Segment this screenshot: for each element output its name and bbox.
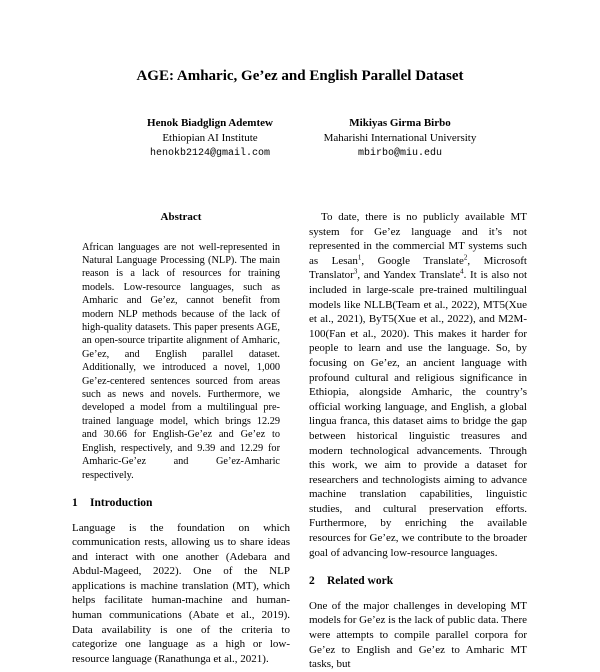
author-block [300, 116, 500, 161]
author-email: mbirbo@miu.edu [357, 148, 442, 159]
section-title: Introduction [90, 496, 153, 509]
author-affiliation: Maharishi International University [323, 132, 477, 144]
paragraph-text: To date, there is no publicly available MT system for Ge’ez language and it’s not represented in the commercial MT systems such as Lesan [309, 211, 527, 267]
author-affiliation: Ethiopian AI Institute [162, 132, 258, 144]
section-number: 2 [309, 575, 315, 588]
abstract-text: African languages are not well-represented in Natural Language Processing (NLP). The main reason is a lack of resources for training models. Low-resource languages, such as Amharic and Ge’ez, cannot benefit from modern NLP methods because of the lack of high-quality datasets. This paper presents AGE, an open-source tripartite alignment of Amharic, Ge’ez, and English parallel dataset. Additionally, we introduced a novel, 1,000 Ge’ez-centered sentences sourced from areas such as news and novels. Furthermore, we developed a model from a multilingual pre-trained language model, which brings 12.29 and 30.66 for English-Ge’ez and Ge’ez to English, respectively, and 9.39 and 12.29 for Amharic-Ge’ez and Ge’ez-Amharic respectively. [82, 241, 280, 481]
paragraph-text: , and Yandex Translate [357, 269, 461, 282]
footnote-marker: 4 [460, 267, 464, 276]
author-name: Henok Biadglign Ademtew [147, 117, 273, 129]
section-heading-related-work [309, 574, 527, 589]
right-column [309, 210, 527, 672]
abstract-heading: Abstract [160, 211, 202, 223]
related-work-paragraph: One of the major challenges in developing MT models for Ge’ez is the lack of public data. There were attempts to compile parallel corpora for Ge’ez to English and Ge’ez to Amharic MT tasks, but [309, 599, 527, 671]
author-email: henokb2124@gmail.com [149, 148, 271, 159]
author-block [110, 116, 310, 161]
section-number: 1 [72, 496, 78, 509]
footnote-marker: 2 [463, 253, 468, 262]
paragraph-text: , Google Translate [361, 254, 464, 267]
intro-paragraph-continued [309, 210, 527, 560]
introduction-paragraph: Language is the foundation on which communication rests, allowing us to share ideas and interact with one another (Adebara and Abdul-Mageed, 2022). One of the NLP applications is machine translation (MT), which helps facilitate human-machine and human-human communications (Abate et al., 2019). Data availability is one of the criteria to categorize one language as a high or low-resource language (Ranathunga et al., 2021). [72, 521, 290, 665]
author-name: Mikiyas Girma Birbo [349, 117, 451, 129]
paper-title: AGE: Amharic, Ge’ez and English Parallel Dataset [136, 68, 464, 84]
paragraph-text: , Microsoft Translator [309, 254, 527, 282]
left-column [72, 210, 290, 666]
section-title: Related work [327, 575, 394, 588]
paragraph-text: . It is also not included in large-scale pre-trained multilingual models like NLLB(Team et al., 2022), MT5(Xue et al., 2021), ByT5(Xue et al., 2022), and M2M-100(Fan et al., 2020). This makes it harder for people to learn and use the language. So, by focusing on Ge’ez, an ancient language with profound cultural and religious significance in Ethiopia, alongside Amharic, the country’s official working language, and English, a global lingua franca, this dataset aims to bridge the gap between historical linguistic treasures and modern technological advancements. Through this work, we aim to provide a dataset for researchers and technologists aiming to advance machine translation capabilities, linguistic studies, and cultural preservation efforts. Furthermore, by enriching the available resources for Ge’ez, we contribute to the broader goal of advancing low-resource languages. [309, 269, 527, 559]
section-heading-introduction [72, 496, 290, 511]
footnote-marker: 1 [357, 253, 362, 262]
footnote-marker: 3 [353, 267, 358, 276]
